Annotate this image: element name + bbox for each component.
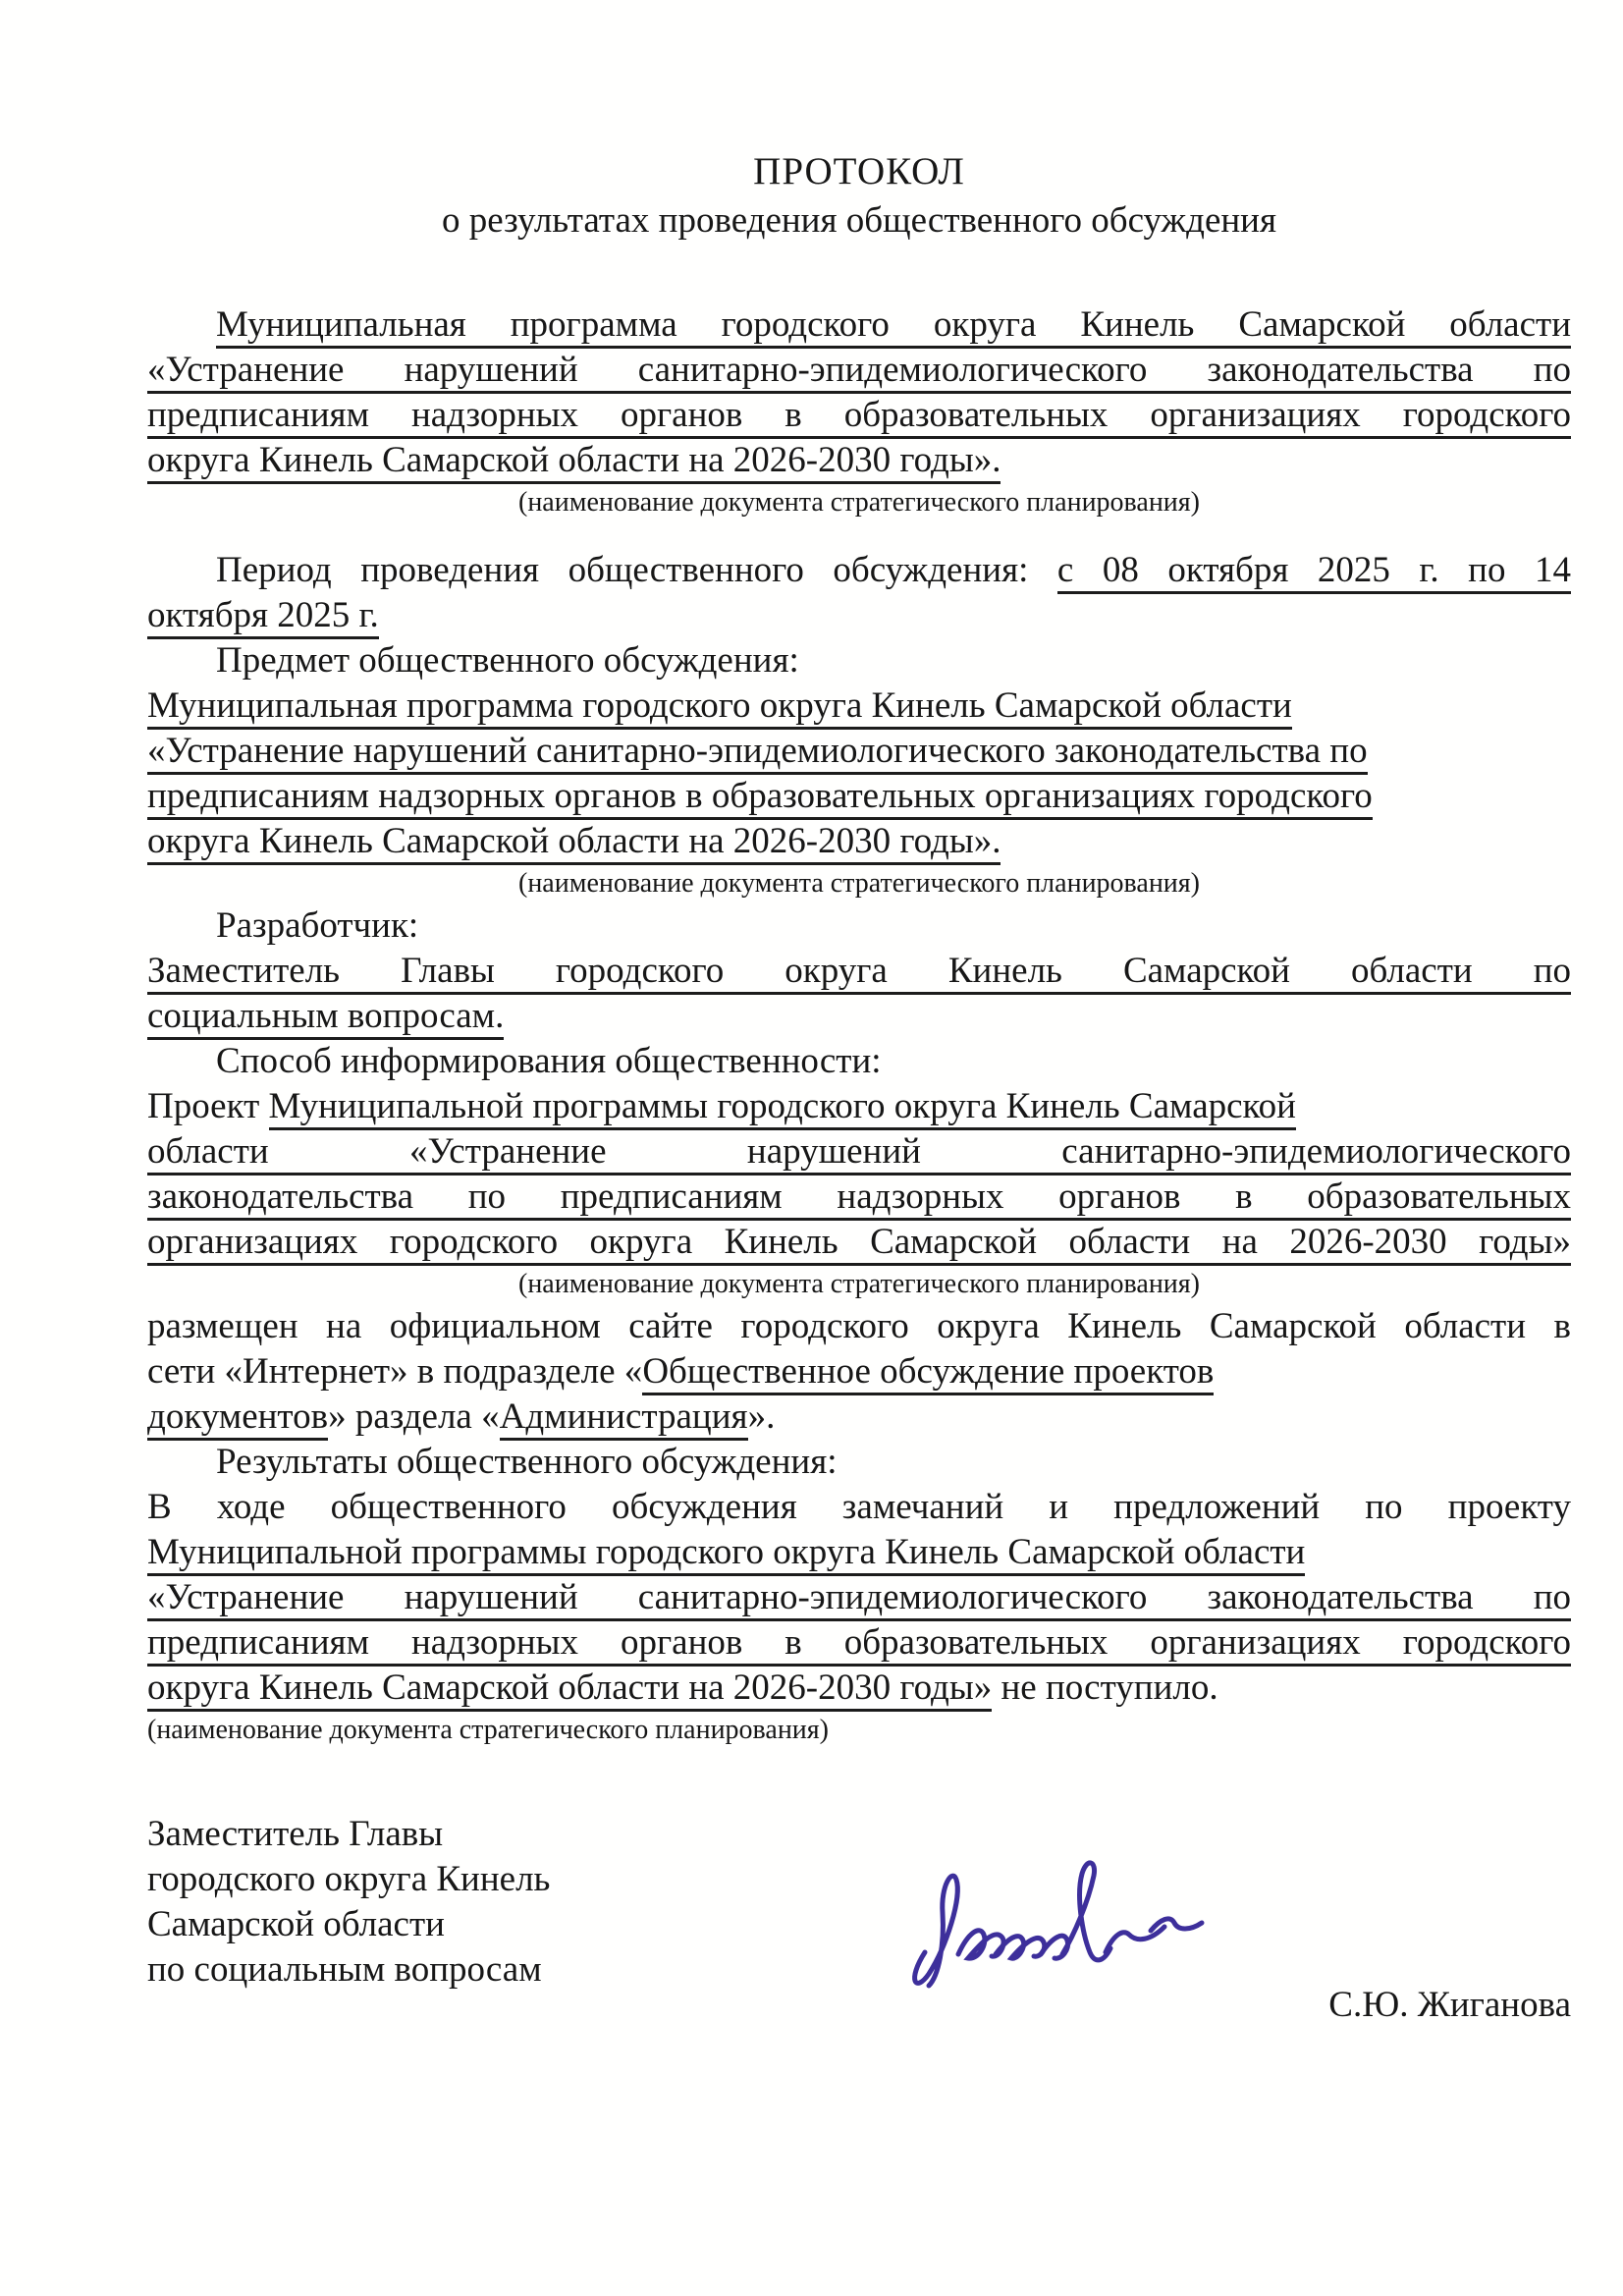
text-run: не поступило. [992,1667,1218,1708]
text-run: округа Кинель Самарской области на 2026-2030 годы». [147,821,1001,865]
doc-line [147,638,1571,683]
text-run: «Устранение нарушений санитарно-эпидемиологического законодательства по [147,1577,1571,1621]
text-run: предписаниям надзорных органов в образовательных организациях городского [147,1622,1571,1667]
text-run: «Устранение нарушений санитарно-эпидемиологического законодательства по [147,731,1368,775]
text-run: (наименование документа стратегического планирования) [518,868,1200,899]
document-subtitle: о результатах проведения общественного обсуждения [442,200,1276,241]
signature-block [147,1812,1571,2038]
signatory-name: С.Ю. Жиганова [1328,1985,1571,2025]
signature-position-line: Самарской области [147,1904,445,1944]
text-run: Проект [147,1086,269,1126]
doc-line [147,1220,1571,1265]
text-run: законодательства по предписаниям надзорных органов в образовательных [147,1176,1571,1221]
text-run: предписаниям надзорных органов в образовательных организациях городского [147,395,1571,439]
text-run: Заместитель Главы городского округа Кинель Самарской области по [147,951,1571,995]
text-run: октября 2025 г. [147,595,379,639]
doc-line [147,864,1571,903]
text-run: предписаниям надзорных органов в образовательных организациях городского [147,776,1373,820]
doc-line [147,683,1571,729]
doc-line [147,483,1571,522]
doc-line [147,1039,1571,1084]
doc-line [147,1575,1571,1620]
doc-line [147,1129,1571,1175]
signature-position-line: по социальным вопросам [147,1949,542,1990]
text-run: Период проведения общественного обсуждения: [216,550,1057,590]
doc-line [147,774,1571,819]
doc-line [147,819,1571,864]
text-run: социальным вопросам. [147,996,504,1040]
text-run: Способ информирования общественности: [216,1041,882,1081]
text-run: (наименование документа стратегического планирования) [518,1269,1200,1299]
text-run: Разработчик: [216,905,419,946]
doc-line [147,729,1571,774]
text-run: Муниципальная программа городского округа Кинель Самарской области [216,304,1571,349]
doc-line [147,1084,1571,1129]
text-run: Общественное обсуждение проектов [642,1351,1214,1395]
text-run: округа Кинель Самарской области на 2026-2030 годы». [147,440,1001,484]
doc-line [147,548,1571,593]
text-run: сети «Интернет» в подразделе « [147,1351,643,1392]
text-run: документов [147,1396,328,1441]
text-run: ». [747,1396,776,1437]
signature-position-lines [147,1812,550,1993]
doc-line [147,1485,1571,1530]
doc-line [147,949,1571,994]
doc-line [147,1394,1571,1440]
doc-line [147,302,1571,348]
doc-line [147,1349,1571,1394]
doc-line [147,438,1571,483]
text-run: Муниципальной программы городского округа Кинель Самарской области [147,1532,1305,1576]
doc-line [147,903,1571,949]
text-run: с 08 октября 2025 г. по 14 [1057,550,1571,594]
doc-line [147,393,1571,438]
doc-line [147,1175,1571,1220]
text-run: Муниципальная программа городского округа Кинель Самарской области [147,685,1292,730]
doc-line [147,1265,1571,1304]
handwritten-signature-icon [903,1836,1227,2008]
signature-position-line: городского округа Кинель [147,1859,551,1899]
signature-position-line: Заместитель Главы [147,1814,444,1854]
text-run: » раздела « [328,1396,500,1437]
doc-line [147,1711,1571,1750]
text-run: Предмет общественного обсуждения: [216,640,799,681]
text-run: Администрация [500,1396,748,1441]
text-run: (наименование документа стратегического планирования) [518,487,1200,518]
text-run: размещен на официальном сайте городского округа Кинель Самарской области в [147,1306,1571,1346]
document-body-lines [147,302,1571,1750]
text-run: «Устранение нарушений санитарно-эпидемиологического законодательства по [147,350,1571,394]
doc-line [147,593,1571,638]
text-run: округа Кинель Самарской области на 2026-2030 годы» [147,1667,992,1712]
doc-line [147,1530,1571,1575]
text-run: области «Устранение нарушений санитарно-эпидемиологического [147,1131,1571,1175]
text-run: В ходе общественного обсуждения замечаний и предложений по проекту [147,1487,1571,1527]
doc-line [147,994,1571,1039]
doc-line [147,1666,1571,1711]
text-run: Результаты общественного обсуждения: [216,1442,838,1482]
doc-line [147,348,1571,393]
text-run: организациях городского округа Кинель Самарской области на 2026-2030 годы» [147,1222,1571,1266]
doc-line [147,1620,1571,1666]
text-run: (наименование документа стратегического планирования) [147,1715,829,1745]
doc-line [147,1440,1571,1485]
document-content [147,147,1571,1750]
document-title: ПРОТОКОЛ [753,150,965,192]
doc-line [147,1304,1571,1349]
text-run: Муниципальной программы городского округа Кинель Самарской [269,1086,1296,1130]
